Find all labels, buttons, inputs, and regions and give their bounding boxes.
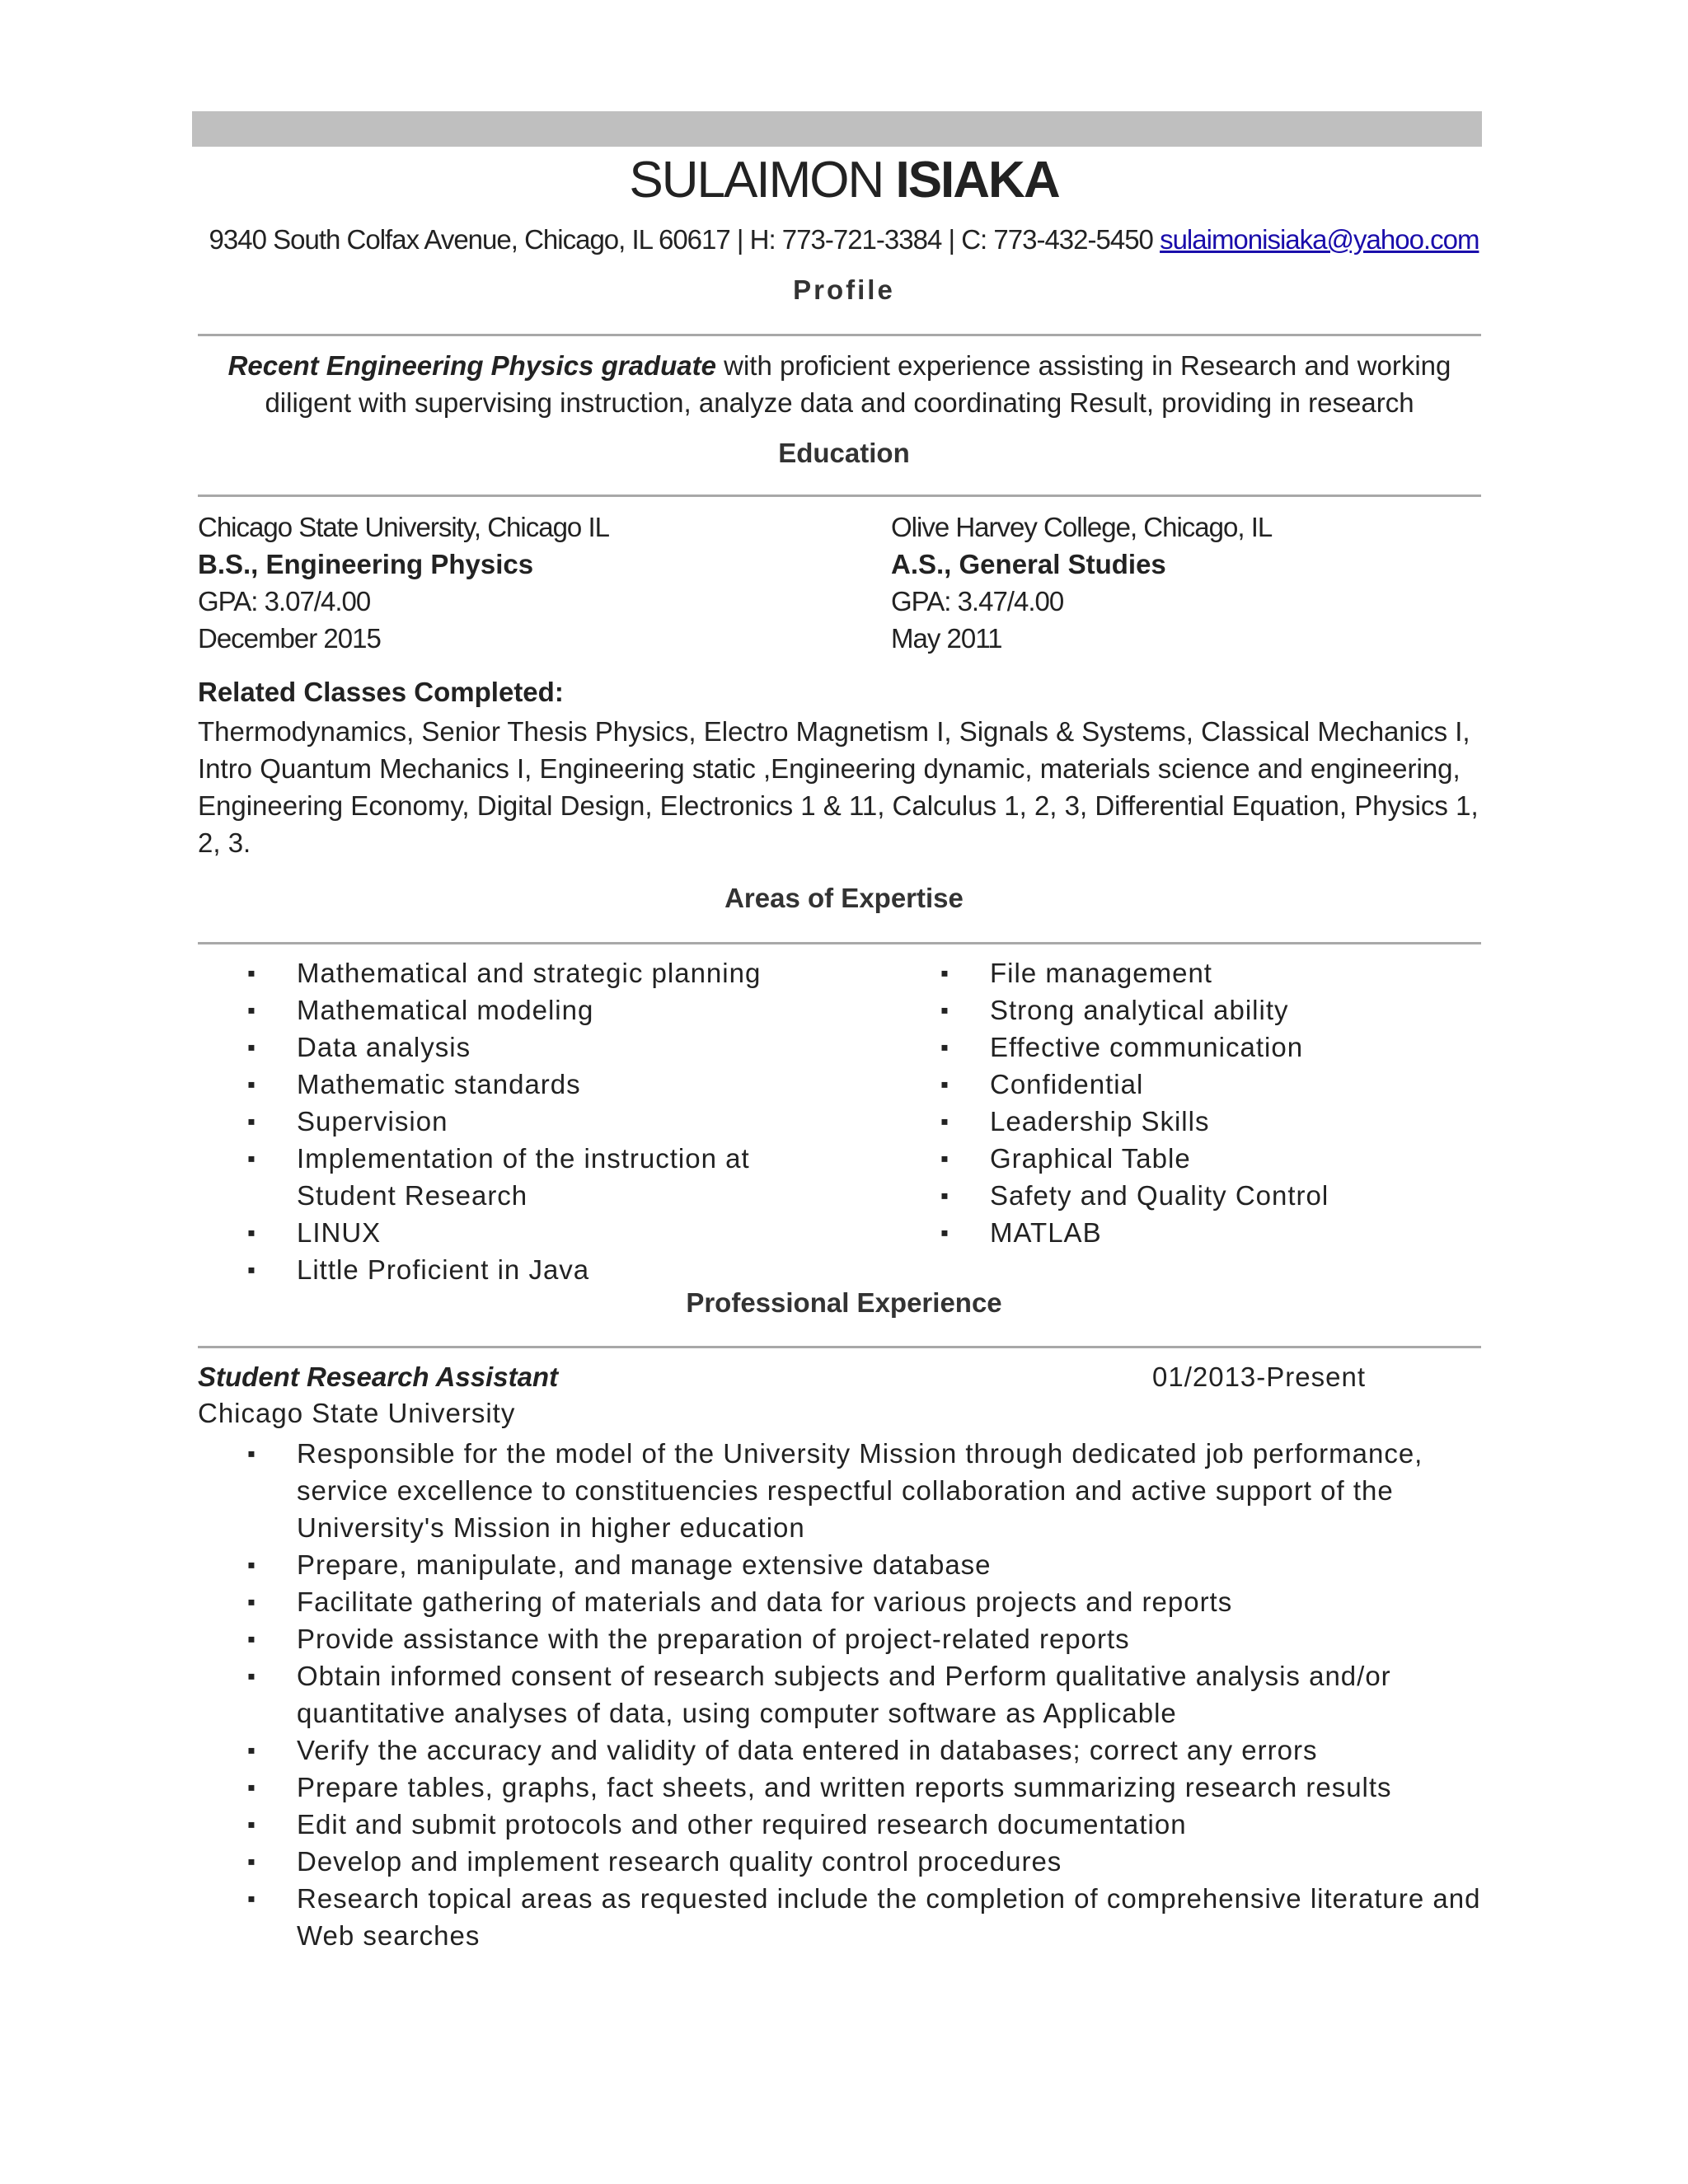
list-item: ▪ Facilitate gathering of materials and data for various projects and reports — [198, 1583, 1492, 1620]
list-item: ▪ Provide assistance with the preparation of project-related reports — [198, 1620, 1492, 1657]
classes-list: Thermodynamics, Senior Thesis Physics, Electro Magnetism I, Signals & Systems, Classical Mechanics I, Intro Quantum Mechanics I, Engineering static ,Engineering dynamic, materials science and engineering, Engineering Economy, Digital Design, Electronics 1 & 11, Calculus 1, 2, 3, Differential Equation, Physics 1, 2, 3. — [198, 716, 1479, 858]
email-link[interactable]: sulaimonisiaka@yahoo.com — [1160, 224, 1479, 255]
list-item: ▪ MATLAB — [891, 1214, 1484, 1251]
contact-details: 9340 South Colfax Avenue, Chicago, IL 60617 | H: 773-721-3384 | C: 773-432-5450 — [209, 224, 1160, 255]
list-item: ▪ Strong analytical ability — [891, 991, 1484, 1029]
list-item: ▪ Edit and submit protocols and other required research documentation — [198, 1806, 1492, 1843]
list-item: ▪ Verify the accuracy and validity of data entered in databases; correct any errors — [198, 1732, 1492, 1769]
list-item: ▪ Effective communication — [891, 1029, 1484, 1066]
expertise-heading: Areas of Expertise — [724, 883, 964, 913]
education-entry — [891, 509, 1468, 657]
graduation-date: December 2015 — [198, 623, 381, 654]
list-item: ▪ Safety and Quality Control — [891, 1177, 1484, 1214]
list-item: ▪ Confidential — [891, 1066, 1484, 1103]
education-entry — [198, 509, 857, 657]
expertise-list-left — [198, 954, 857, 1288]
list-item: ▪ Leadership Skills — [891, 1103, 1484, 1140]
degree: B.S., Engineering Physics — [198, 549, 534, 579]
graduation-date: May 2011 — [891, 623, 1002, 654]
section-divider — [198, 334, 1481, 336]
job-title: Student Research Assistant — [198, 1361, 559, 1392]
section-divider — [198, 494, 1481, 497]
list-item: ▪ Prepare tables, graphs, fact sheets, and written reports summarizing research results — [198, 1769, 1492, 1806]
list-item: ▪ Mathematic standards — [198, 1066, 857, 1103]
list-item: ▪ Research topical areas as requested include the completion of comprehensive literature and Web searches — [198, 1880, 1492, 1954]
job-duties-list — [198, 1435, 1492, 1954]
job-dates: 01/2013-Present — [1152, 1361, 1367, 1392]
list-item: ▪ Responsible for the model of the University Mission through dedicated job performance, service excellence to constituencies respectful collaboration and active support of the University's Mission in higher education — [198, 1435, 1492, 1546]
classes-heading: Related Classes Completed: — [198, 677, 564, 707]
first-name: SULAIMON — [629, 152, 884, 209]
degree: A.S., General Studies — [891, 549, 1166, 579]
list-item: ▪ LINUX — [198, 1214, 857, 1251]
expertise-list-right — [891, 954, 1484, 1251]
last-name: ISIAKA — [895, 152, 1059, 209]
profile-lead: Recent Engineering Physics graduate — [227, 350, 716, 381]
candidate-name — [0, 151, 1688, 209]
contact-line — [0, 224, 1688, 255]
list-item: ▪ Mathematical and strategic planning — [198, 954, 857, 991]
list-item: ▪ Mathematical modeling — [198, 991, 857, 1029]
header-bar — [192, 111, 1482, 147]
experience-heading: Professional Experience — [686, 1287, 1002, 1318]
list-item: ▪ Obtain informed consent of research subjects and Perform qualitative analysis and/or quantitative analyses of data, using computer software as Applicable — [198, 1657, 1492, 1732]
list-item: ▪ Develop and implement research quality control procedures — [198, 1843, 1492, 1880]
list-item: ▪ Prepare, manipulate, and manage extensive database — [198, 1546, 1492, 1583]
profile-summary — [198, 347, 1481, 421]
profile-text: with proficient experience assisting in Research and working diligent with supervising instruction, analyze data and coordinating Result, providing in research — [265, 350, 1451, 418]
section-divider — [198, 942, 1481, 944]
gpa: GPA: 3.47/4.00 — [891, 586, 1064, 616]
list-item: ▪ Data analysis — [198, 1029, 857, 1066]
school-name: Olive Harvey College, Chicago, IL — [891, 512, 1273, 542]
education-heading: Education — [778, 438, 910, 468]
section-divider — [198, 1346, 1481, 1348]
job-organization: Chicago State University — [198, 1398, 516, 1428]
list-item: ▪ Little Proficient in Java — [198, 1251, 857, 1288]
list-item: ▪ Graphical Table — [891, 1140, 1484, 1177]
gpa: GPA: 3.07/4.00 — [198, 586, 371, 616]
list-item: ▪ File management — [891, 954, 1484, 991]
school-name: Chicago State University, Chicago IL — [198, 512, 609, 542]
profile-heading: Profile — [793, 274, 895, 305]
list-item: ▪ Implementation of the instruction at Student Research — [198, 1140, 857, 1214]
list-item: ▪ Supervision — [198, 1103, 857, 1140]
